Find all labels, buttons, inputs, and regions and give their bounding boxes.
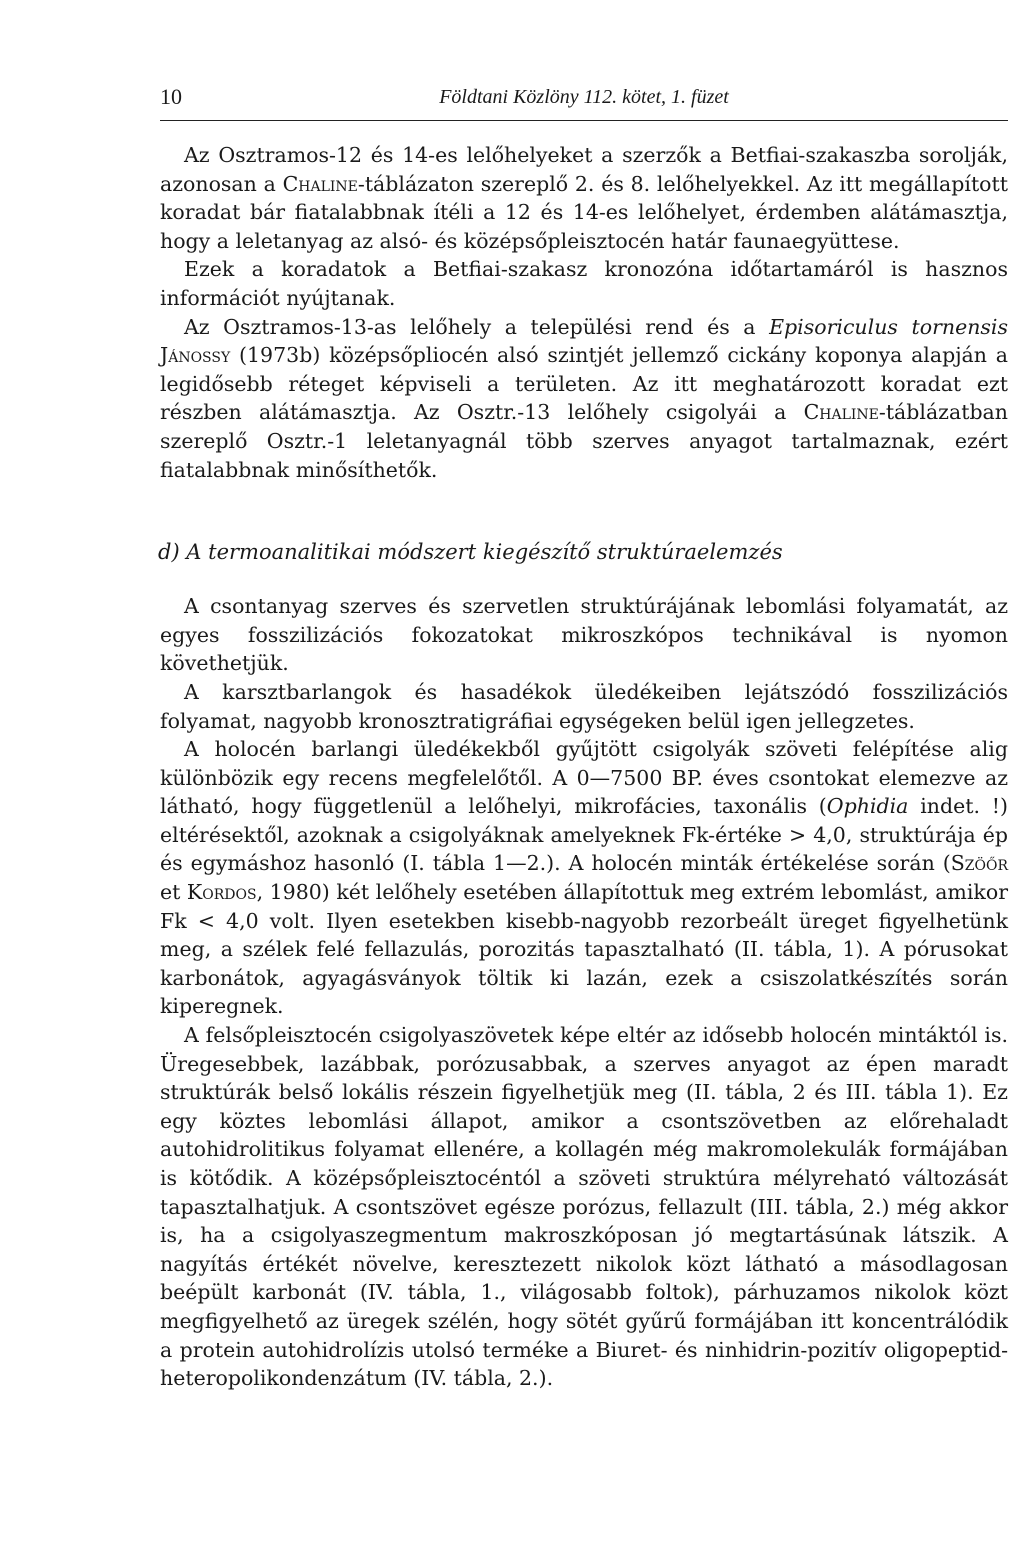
page-number: 10 (160, 84, 182, 109)
author-name: Szöőr (950, 851, 1008, 876)
paragraph: Az Osztramos-12 és 14-es lelőhelyeket a szerzők a Betfiai-szakaszba sorolják, azonosan a Chaline-táblázaton szereplő 2. és 8. lelőhelyekkel. Az itt megállapított koradat bár fiatalabbnak ítéli a 12 és 14-es lelőhelyet, érdemben alátámasztja, hogy a leletanyag az alsó- és középsőpleisztocén határ faunaegyüttese. (160, 143, 1009, 253)
paragraph: Ezek a koradatok a Betfiai-szakasz kronozóna időtartamáról is hasznos információt nyújtanak. (160, 257, 1008, 310)
species-name: Episoriculus tornensis (769, 314, 1009, 339)
section-heading: d) A termoanalitikai módszert kiegészítő struktúraelemzés (158, 540, 783, 565)
paragraph: A holocén barlangi üledékekből gyűjtött csigolyák szöveti felépítése alig különbözik egy recens megfelelőtől. A 0—7500 BP. éves csontokat elemezve az látható, hogy függetlenül a lelőhelyi, mikrofácies, taxonális (Ophidia indet. !) eltérésektől, azoknak a csigolyáknak amelyeknek Fk-értéke > 4,0, struktúrája ép és egymáshoz hasonló (I. tábla 1—2.). A holocén minták értékelése során (Szöőr et Kordos, 1980) két lelőhely esetében állapítottuk meg extrém lebomlást, amikor Fk < 4,0 volt. Ilyen esetekben kisebb-nagyobb rezorbeált üreget figyelhetünk meg, a szélek felé fellazulás, porozitás tapasztalható (II. tábla, 1). A pórusokat karbonátok, agyagásványok töltik ki lazán, ezek a csiszolatkészítés során kiperegnek. (160, 737, 1008, 1019)
taxon-name: Ophidia (826, 794, 909, 819)
author-name: Chaline (803, 400, 879, 425)
section-structure-analysis (160, 592, 1008, 1393)
running-header (160, 80, 1008, 121)
author-name: Jánossy (160, 343, 231, 368)
paragraph: A karsztbarlangok és hasadékok üledékeiben lejátszódó fosszilizációs folyamat, nagyobb kronosztratigráfiai egységeken belül igen jellegzetes. (160, 679, 1008, 733)
author-name: Kordos (186, 880, 257, 905)
paragraph: A felsőpleisztocén csigolyaszövetek képe eltér az idősebb holocén mintáktól is. Üregesebbek, lazábbak, porózusabbak, a szerves anyagot az épen maradt struktúrák belső lokális részein figyelhetjük meg (II. tábla, 2 és III. tábla 1). Ez egy köztes lebomlási állapot, amikor a csontszövetben az előrehaladt autohidrolitikus folyamat ellenére, a kollagén még makromolekulák formájában is kötődik. A középsőpleisztocéntól a szöveti struktúra mélyreható változását tapasztalhatjuk. A csontszövet egésze porózus, fellazult (III. tábla, 2.) még akkor is, ha a csigolyaszegmentum makroszkóposan jó megtartásúnak látszik. A nagyítás értékét növelve, keresztezett nikolok közt látható a másodlagosan beépült karbonát (IV. tábla, 1., világosabb foltok), párhuzamos nikolok közt megfigyelhető az üregek szélén, hogy sötét gyűrű formájában itt koncentrálódik a protein autohidrolízis utolsó terméke a Biuret- és ninhidrin-pozitív oligopeptid-heteropolikondenzátum (IV. tábla, 2.). (160, 1023, 1008, 1391)
paragraph: A csontanyag szerves és szervetlen struktúrájának lebomlási folyamatát, az egyes fosszilizációs fokozatokat mikroszkópos technikával is nyomon követhetjük. (160, 594, 1008, 676)
author-name: Chaline (282, 171, 358, 196)
page (160, 80, 1008, 1393)
journal-title: Földtani Közlöny 112. kötet, 1. füzet (439, 86, 729, 108)
section-geochronology (160, 141, 1008, 484)
paragraph: Az Osztramos-13-as lelőhely a települési rend és a Episoriculus tornensis Jánossy (1973b) középsőpliocén alsó szintjét jellemző cickány koponya alapján a legidősebb réteget képviseli a területen. Az itt meghatározott koradat ezt részben alátámasztja. Az Osztr.-13 lelőhely csigolyái a Chaline-táblázatban szereplő Osztr.-1 leletanyagnál több szerves anyagot tartalmaznak, ezért fiatalabbnak minősíthetők. (160, 314, 1009, 482)
